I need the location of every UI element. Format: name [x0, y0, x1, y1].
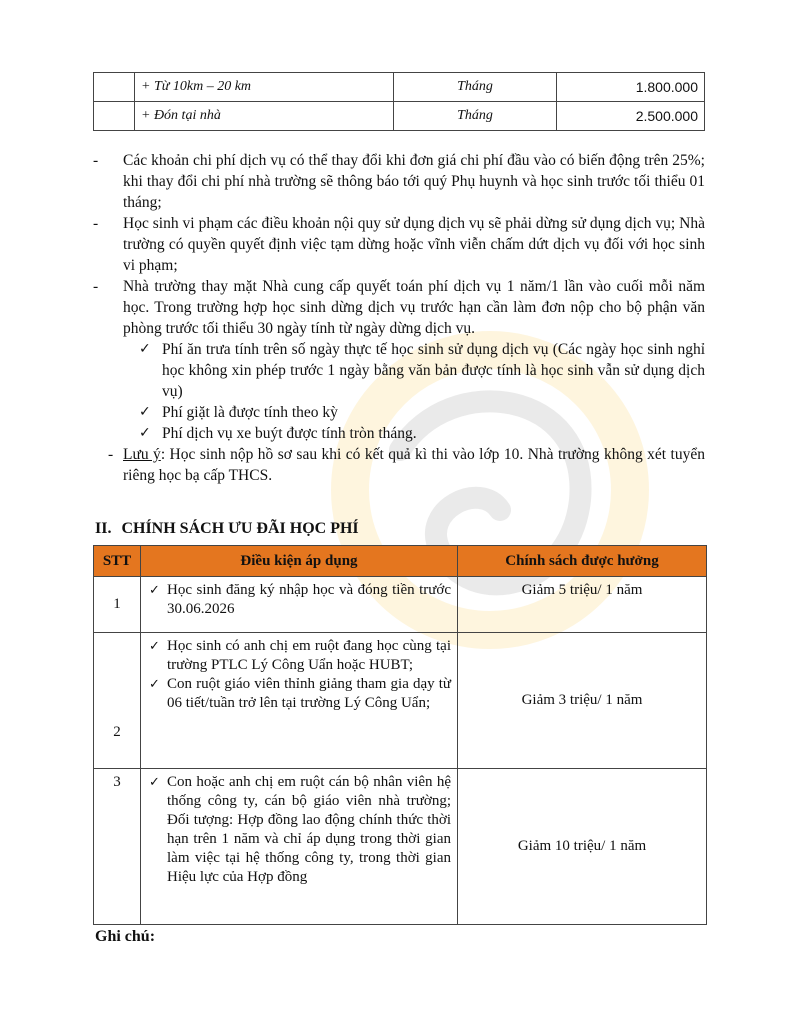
check-list-item	[93, 339, 705, 402]
dash-marker: -	[93, 278, 99, 295]
note-text: : Học sinh nộp hồ sơ sau khi có kết quả kì thi vào lớp 10. Nhà trường không xét tuyển riêng học bạ cấp THCS.	[123, 446, 705, 484]
header-stt: STT	[94, 546, 141, 577]
dash-marker: -	[93, 152, 99, 169]
checkmark-icon: ✓	[139, 404, 151, 420]
list-item	[93, 213, 705, 276]
fee-unit: Tháng	[394, 102, 557, 131]
table-row	[94, 633, 707, 769]
row-conditions	[141, 633, 458, 769]
fee-price: 2.500.000	[557, 102, 705, 131]
section-number: II.	[95, 520, 112, 537]
checkmark-icon: ✓	[139, 425, 151, 441]
condition-item: ✓ Học sinh có anh chị em ruột đang học cùng tại trường PTLC Lý Công Uẩn hoặc HUBT;	[149, 638, 451, 673]
row-benefit: Giảm 5 triệu/ 1 năm	[458, 577, 707, 633]
term-text: Học sinh vi phạm các điều khoản nội quy sử dụng dịch vụ sẽ phải dừng sử dụng dịch vụ; Nhà trường có quyền quyết định việc tạm dừng hoặc vĩnh viễn chấm dứt dịch vụ đối với học sinh vi phạm;	[123, 215, 705, 274]
checkmark-icon: ✓	[149, 677, 160, 692]
checkmark-icon: ✓	[149, 583, 160, 598]
note-label: Lưu ý	[123, 446, 161, 463]
row-benefit: Giảm 10 triệu/ 1 năm	[458, 769, 707, 925]
terms-list	[93, 150, 705, 486]
condition-item: ✓ Con ruột giáo viên thỉnh giảng tham gia dạy từ 06 tiết/tuần trở lên tại trường Lý Công Uẩn;	[149, 676, 451, 711]
dash-marker: -	[108, 446, 114, 463]
header-condition: Điều kiện áp dụng	[141, 546, 458, 577]
fee-desc: + Từ 10km – 20 km	[135, 73, 394, 102]
row-stt: 3	[94, 769, 141, 925]
condition-item: ✓ Học sinh đăng ký nhập học và đóng tiền trước 30.06.2026	[149, 582, 451, 617]
policy-table	[93, 545, 707, 925]
check-list-item	[93, 402, 705, 423]
list-item	[93, 276, 705, 339]
dash-marker: -	[93, 215, 99, 232]
table-row	[94, 577, 707, 633]
check-text: Phí dịch vụ xe buýt được tính tròn tháng.	[162, 425, 417, 442]
row-stt: 1	[94, 577, 141, 633]
table-row	[94, 769, 707, 925]
checkmark-icon: ✓	[149, 639, 160, 654]
note-item	[93, 444, 705, 486]
table-row	[94, 73, 705, 102]
fee-desc: + Đón tại nhà	[135, 102, 394, 131]
row-stt: 2	[94, 633, 141, 769]
condition-item: ✓ Con hoặc anh chị em ruột cán bộ nhân viên hệ thống công ty, cán bộ giáo viên nhà trường; Đối tượng: Hợp đồng lao động chính thức thời hạn trên 1 năm và chỉ áp dụng trong thời gian làm việc tại hệ thống công ty, trong thời gian Hiệu lực của Hợp đồng	[149, 774, 451, 885]
section-heading	[95, 520, 359, 538]
checkmark-icon: ✓	[139, 341, 151, 357]
row-conditions	[141, 769, 458, 925]
fee-unit: Tháng	[394, 73, 557, 102]
section-title: CHÍNH SÁCH ƯU ĐÃI HỌC PHÍ	[121, 520, 359, 537]
header-benefit: Chính sách được hưởng	[458, 546, 707, 577]
row-conditions	[141, 577, 458, 633]
table-header-row	[94, 546, 707, 577]
term-text: Các khoản chi phí dịch vụ có thể thay đổi khi đơn giá chi phí đầu vào có biến động trên 25%; khi thay đổi chi phí nhà trường sẽ thông báo tới quý Phụ huynh và học sinh trước tối thiểu 01 tháng;	[123, 152, 705, 211]
row-benefit: Giảm 3 triệu/ 1 năm	[458, 633, 707, 769]
check-text: Phí ăn trưa tính trên số ngày thực tế học sinh sử dụng dịch vụ (Các ngày học sinh nghỉ học không xin phép trước 1 ngày bằng văn bản được tính là học sinh vẫn sử dụng dịch vụ)	[162, 341, 705, 400]
fee-price: 1.800.000	[557, 73, 705, 102]
check-list-item	[93, 423, 705, 444]
notes-heading: Ghi chú:	[95, 928, 156, 945]
table-row	[94, 102, 705, 131]
list-item	[93, 150, 705, 213]
term-text: Nhà trường thay mặt Nhà cung cấp quyết toán phí dịch vụ 1 năm/1 lần vào cuối mỗi năm học. Trong trường hợp học sinh dừng dịch vụ trước hạn cần làm đơn nộp cho bộ phận văn phòng trước tối thiểu 30 ngày tính từ ngày dừng dịch vụ.	[123, 278, 705, 337]
check-text: Phí giặt là được tính theo kỳ	[162, 404, 338, 421]
fee-table	[93, 72, 705, 131]
checkmark-icon: ✓	[149, 775, 160, 790]
